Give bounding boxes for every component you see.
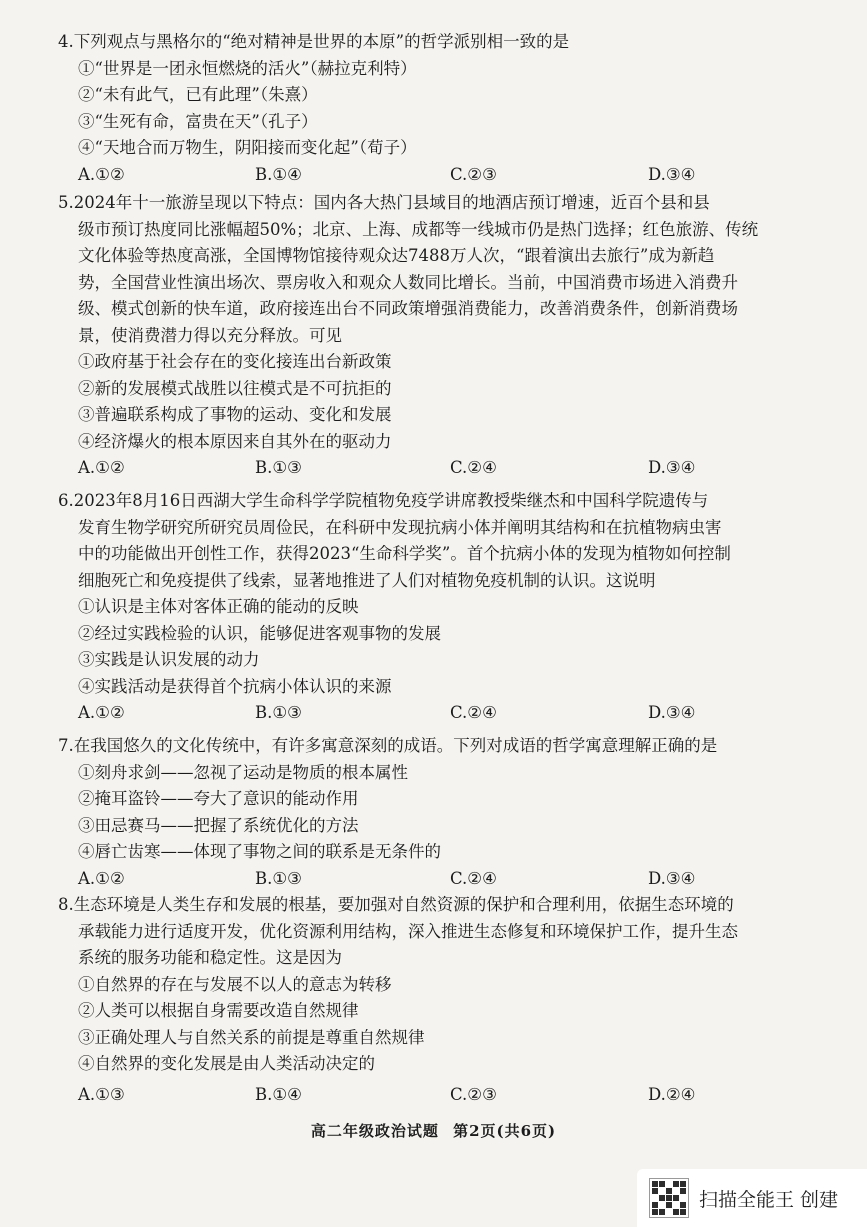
question-stem: 8.生态环境是人类生存和发展的根基，要加强对自然资源的保护和合理利用，依据生态环境的 — [58, 895, 734, 914]
answer-a: A.①② — [78, 703, 125, 722]
question-7 — [58, 733, 848, 892]
option-item: ①自然界的存在与发展不以人的意志为转移 — [78, 974, 392, 994]
answer-c: C.②④ — [450, 868, 497, 888]
answer-choices — [58, 162, 848, 189]
option-item: ①“世界是一团永恒燃烧的活火”（赫拉克利特） — [78, 58, 417, 78]
option-item: ②“未有此气，已有此理”（朱熹） — [78, 85, 318, 104]
footer-subject: 高二年级政治试题 — [310, 1122, 439, 1140]
question-8 — [58, 892, 848, 1104]
answer-choices — [58, 1082, 848, 1109]
question-stem: 4.下列观点与黑格尔的“绝对精神是世界的本原”的哲学派别相一致的是 — [58, 32, 570, 51]
option-item: ④唇亡齿寒——体现了事物之间的联系是无条件的 — [78, 842, 441, 861]
answer-b: B.①③ — [255, 703, 302, 722]
option-item: ③“生死有命，富贵在天”（孔子） — [78, 111, 318, 131]
answer-c: C.②④ — [450, 458, 497, 477]
option-item: ③正确处理人与自然关系的前提是尊重自然规律 — [78, 1027, 425, 1047]
question-stem: 7.在我国悠久的文化传统中，有许多寓意深刻的成语。下列对成语的哲学寓意理解正确的是 — [58, 736, 718, 755]
option-item: ④经济爆火的根本原因来自其外在的驱动力 — [78, 431, 392, 451]
answer-b: B.①③ — [255, 458, 302, 477]
footer-page-number: 第2页(共6页) — [453, 1122, 557, 1140]
option-item: ④实践活动是获得首个抗病小体认识的来源 — [78, 676, 392, 696]
option-item: ③实践是认识发展的动力 — [78, 650, 260, 669]
qr-code-icon — [649, 1178, 689, 1218]
answer-b: B.①④ — [255, 1084, 302, 1104]
answer-d: D.③④ — [648, 458, 696, 477]
answer-d: D.②④ — [648, 1084, 696, 1104]
watermark-text: 扫描全能王 创建 — [699, 1188, 839, 1211]
answer-a: A.①② — [78, 164, 125, 184]
answer-a: A.①③ — [78, 1084, 125, 1104]
question-stem: 势，全国营业性演出场次、票房收入和观众人数同比增长。当前，中国消费市场进入消费升 — [78, 272, 738, 292]
answer-a: A.①② — [78, 868, 125, 888]
answer-choices — [58, 866, 848, 893]
option-item: ③田忌赛马——把握了系统优化的方法 — [78, 815, 359, 835]
question-stem: 级、模式创新的快车道，政府接连出台不同政策增强消费能力，改善消费条件，创新消费场 — [78, 299, 738, 318]
question-stem: 景，使消费潜力得以充分释放。可见 — [78, 325, 342, 345]
page-footer — [0, 1120, 867, 1141]
question-5 — [58, 190, 848, 482]
question-stem: 细胞死亡和免疫提供了线索，显著地推进了人们对植物免疫机制的认识。这说明 — [78, 570, 656, 590]
answer-a: A.①② — [78, 458, 125, 477]
question-stem: 承载能力进行适度开发，优化资源利用结构，深入推进生态修复和环境保护工作，提升生态 — [78, 921, 738, 941]
question-stem: 级市预订热度同比涨幅超50%；北京、上海、成都等一线城市仍是热门选择；红色旅游、传统 — [78, 219, 759, 239]
option-item: ②掩耳盗铃——夸大了意识的能动作用 — [78, 789, 359, 808]
answer-c: C.②③ — [450, 1084, 497, 1104]
answer-d: D.③④ — [648, 164, 696, 184]
answer-choices — [58, 455, 848, 482]
question-6 — [58, 488, 848, 727]
question-stem: 发育生物学研究所研究员周俭民，在科研中发现抗病小体并阐明其结构和在抗植物病虫害 — [78, 517, 722, 537]
question-stem: 中的功能做出开创性工作，获得2023“生命科学奖”。首个抗病小体的发现为植物如何控制 — [78, 544, 731, 563]
question-stem: 文化体验等热度高涨，全国博物馆接待观众达7488万人次，“跟着演出去旅行”成为新趋 — [78, 246, 715, 265]
question-stem: 5.2024年十一旅游呈现以下特点：国内各大热门县域目的地酒店预订增速，近百个县和县 — [58, 193, 710, 212]
answer-c: C.②③ — [450, 164, 497, 184]
answer-b: B.①③ — [255, 868, 302, 888]
option-item: ②新的发展模式战胜以往模式是不可抗拒的 — [78, 378, 392, 398]
option-item: ③普遍联系构成了事物的运动、变化和发展 — [78, 405, 392, 424]
answer-d: D.③④ — [648, 703, 696, 722]
question-4 — [58, 29, 848, 188]
option-item: ①政府基于社会存在的变化接连出台新政策 — [78, 352, 392, 371]
option-item: ②人类可以根据自身需要改造自然规律 — [78, 1001, 359, 1020]
option-item: ①认识是主体对客体正确的能动的反映 — [78, 597, 359, 616]
answer-d: D.③④ — [648, 868, 696, 888]
scanner-watermark — [637, 1169, 867, 1227]
option-item: ④自然界的变化发展是由人类活动决定的 — [78, 1054, 375, 1073]
option-item: ②经过实践检验的认识，能够促进客观事物的发展 — [78, 623, 441, 643]
answer-c: C.②④ — [450, 703, 497, 722]
question-stem: 6.2023年8月16日西湖大学生命科学学院植物免疫学讲席教授柴继杰和中国科学院遗传与 — [58, 491, 709, 510]
option-item: ④“天地合而万物生，阴阳接而变化起”（荀子） — [78, 138, 417, 157]
option-item: ①刻舟求剑——忽视了运动是物质的根本属性 — [78, 762, 408, 782]
question-stem: 系统的服务功能和稳定性。这是因为 — [78, 948, 342, 967]
answer-b: B.①④ — [255, 164, 302, 184]
answer-choices — [58, 700, 848, 727]
